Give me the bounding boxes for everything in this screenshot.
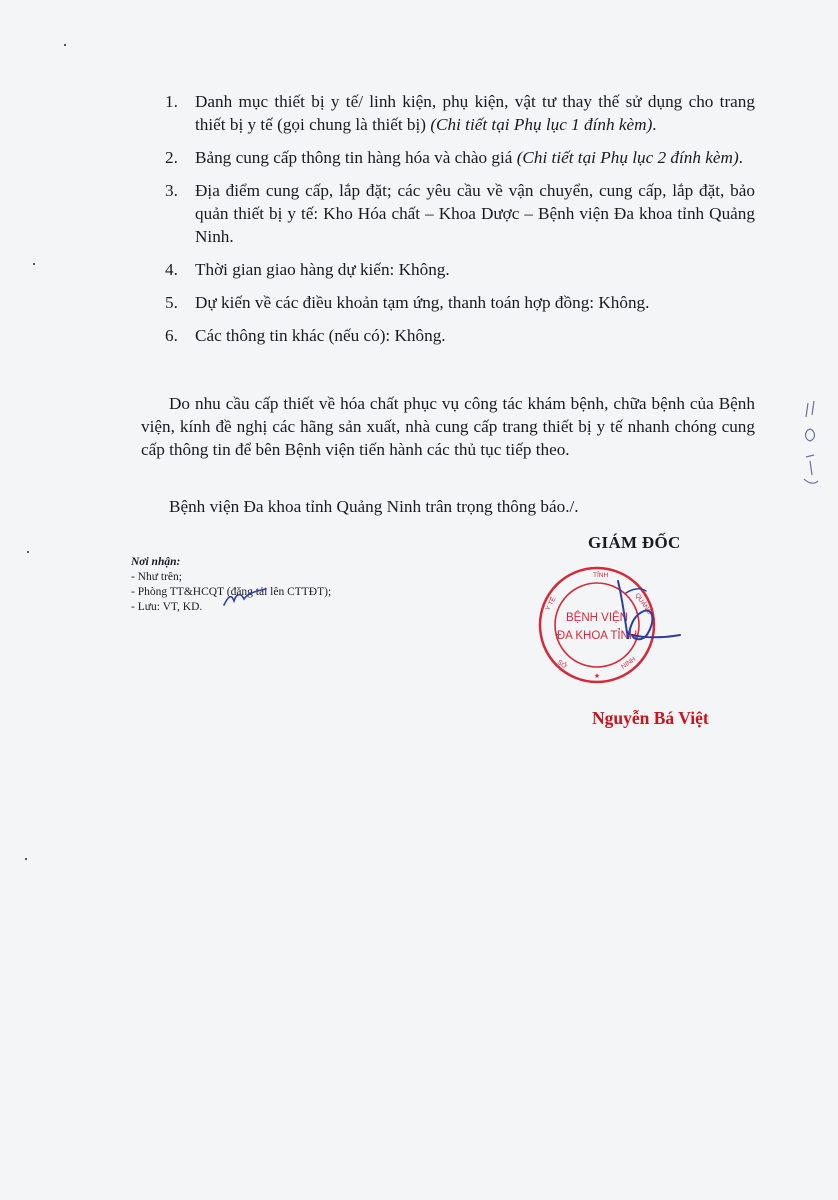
- list-number: 3.: [165, 181, 178, 200]
- request-paragraph: Do nhu cầu cấp thiết về hóa chất phục vụ công tác khám bệnh, chữa bệnh của Bệnh viện, kính đề nghị các hãng sản xuất, nhà cung cấp trang thiết bị y tế nhanh chóng cung cấp thông tin để bên Bệnh viện tiến hành các thủ tục tiếp theo.: [141, 394, 755, 459]
- handwritten-initials: [222, 585, 270, 609]
- svg-text:Y TẾ: Y TẾ: [544, 596, 558, 612]
- scan-speck: [64, 44, 66, 46]
- svg-text:SỞ: SỞ: [555, 658, 568, 671]
- margin-handwritten-note: [790, 395, 835, 505]
- svg-text:NINH: NINH: [620, 655, 638, 671]
- svg-text:TỈNH: TỈNH: [593, 572, 609, 579]
- list-item: [165, 90, 755, 136]
- list-item: [165, 258, 755, 281]
- list-text: Bảng cung cấp thông tin hàng hóa và chào giá: [195, 148, 517, 167]
- list-number: 5.: [165, 293, 178, 312]
- list-text: Thời gian giao hàng dự kiến: Không.: [195, 260, 450, 279]
- list-number: 4.: [165, 260, 178, 279]
- recipient-line: - Phòng TT&HCQT (đăng tải lên CTTĐT);: [131, 586, 332, 598]
- recipients-title: Nơi nhận:: [131, 556, 181, 568]
- recipient-line: - Như trên;: [131, 571, 182, 583]
- svg-text:★: ★: [593, 673, 601, 680]
- svg-text:QUẢNG: QUẢNG: [633, 592, 653, 616]
- recipient-line: - Lưu: VT, KD.: [131, 601, 203, 613]
- list-item: [165, 291, 755, 314]
- svg-text:ĐA KHOA TỈNH: ĐA KHOA TỈNH: [556, 630, 638, 642]
- closing-paragraph: Bệnh viện Đa khoa tỉnh Quảng Ninh trân trọng thông báo./.: [169, 497, 579, 516]
- scan-speck: [27, 551, 29, 553]
- requirements-list: [165, 90, 755, 357]
- list-item: [165, 179, 755, 248]
- scan-speck: [33, 263, 35, 265]
- list-tail: .: [652, 115, 657, 134]
- svg-text:BỆNH VIỆN: BỆNH VIỆN: [566, 612, 628, 624]
- signatory-name: Nguyễn Bá Việt: [592, 708, 709, 728]
- signatory-title: GIÁM ĐỐC: [588, 533, 681, 552]
- list-text: Các thông tin khác (nếu có): Không.: [195, 326, 446, 345]
- handwritten-signature: [588, 575, 688, 655]
- list-italic-note: (Chi tiết tại Phụ lục 2 đính kèm): [516, 148, 739, 167]
- list-number: 1.: [165, 92, 178, 111]
- list-text: Dự kiến về các điều khoản tạm ứng, thanh toán hợp đồng: Không.: [195, 293, 650, 312]
- list-number: 6.: [165, 326, 178, 345]
- list-text: Địa điểm cung cấp, lắp đặt; các yêu cầu về vận chuyển, cung cấp, lắp đặt, bảo quản thiết bị y tế: Kho Hóa chất – Khoa Dược – Bệnh viện Đa khoa tỉnh Quảng Ninh.: [195, 181, 755, 246]
- list-italic-note: (Chi tiết tại Phụ lục 1 đính kèm): [430, 115, 653, 134]
- scan-speck: [25, 858, 27, 860]
- list-text: Danh mục thiết bị y tế/ linh kiện, phụ kiện, vật tư thay thế sử dụng cho trang thiết bị y tế (gọi chung là thiết bị): [195, 92, 755, 134]
- list-item: [165, 324, 755, 347]
- list-tail: .: [738, 148, 743, 167]
- list-number: 2.: [165, 148, 178, 167]
- list-item: [165, 146, 755, 169]
